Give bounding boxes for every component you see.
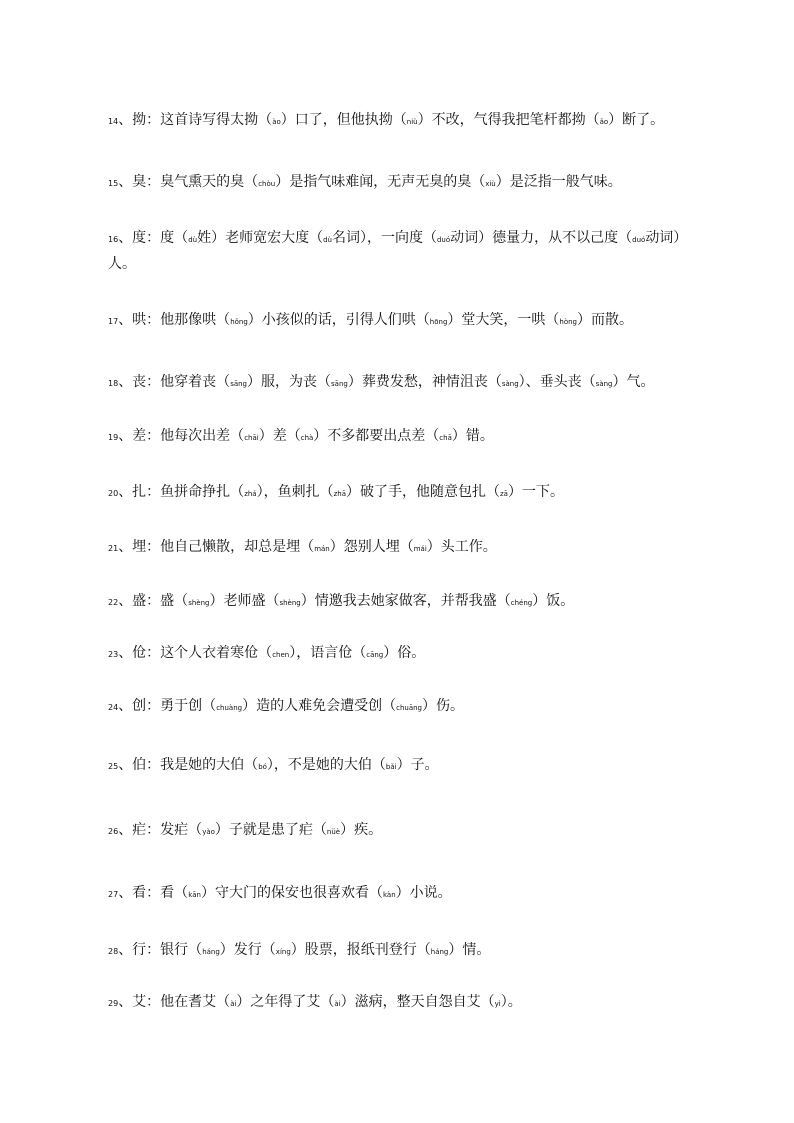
entry-number: 19	[108, 433, 119, 442]
entry-24: 24、创：勇于创（chuàng）造的人难免会遭受创（chuāng）伤。	[108, 698, 464, 714]
entry-number: 26	[108, 827, 119, 836]
pinyin: dù	[323, 236, 332, 244]
pinyin: zā	[500, 490, 508, 498]
pinyin: ài	[334, 1000, 341, 1008]
entry-19: 19、差：他每次出差（chāi）差（chà）不多都要出点差（chā）错。	[108, 428, 494, 444]
pinyin: shèng	[279, 599, 301, 607]
pinyin: mái	[413, 545, 427, 553]
pinyin: yào	[202, 828, 215, 836]
entry-number: 18	[108, 379, 119, 388]
pinyin: bó	[258, 763, 267, 771]
entry-18: 18、丧：他穿着丧（sāng）服，为丧（sāng）葬费发愁，神情沮丧（sàng）、垂头丧（sàng）气。	[108, 374, 655, 390]
pinyin: zhá	[244, 490, 257, 498]
entry-number: 25	[108, 762, 119, 771]
entry-23: 23、伧：这个人衣着寒伧（chen），语言伧（cāng）俗。	[108, 645, 426, 661]
pinyin: zhā	[333, 490, 346, 498]
entry-number: 23	[108, 650, 119, 659]
pinyin: xiù	[485, 180, 496, 188]
entry-26: 26、疟：发疟（yào）子就是患了疟（nüè）疾。	[108, 822, 383, 838]
pinyin: chà	[300, 434, 314, 442]
pinyin: háng	[430, 948, 449, 956]
entry-number: 15	[108, 179, 119, 188]
entry-number: 29	[108, 999, 119, 1008]
entry-number: 17	[108, 317, 119, 326]
pinyin: chen	[272, 651, 290, 659]
entry-number: 24	[108, 703, 119, 712]
entry-number: 16	[108, 235, 119, 244]
pinyin: chòu	[258, 180, 276, 188]
pinyin: yì	[494, 1000, 501, 1008]
pinyin: duó	[436, 236, 451, 244]
pinyin: sāng	[331, 380, 348, 388]
entry-25: 25、伯：我是她的大伯（bó），不是她的大伯（bǎi）子。	[108, 757, 439, 773]
entry-17: 17、哄：他那像哄（hǒng）小孩似的话，引得人们哄（hōng）堂大笑，一哄（hòng）而散。	[108, 312, 634, 328]
entry-number: 21	[108, 544, 119, 553]
pinyin: nüè	[326, 828, 341, 836]
entry-21: 21、埋：他自己懒散，却总是埋（mán）怨别人埋（mái）头工作。	[108, 539, 497, 555]
pinyin: chāi	[244, 434, 259, 442]
pinyin: chéng	[510, 599, 533, 607]
pinyin: xíng	[275, 948, 291, 956]
entry-number: 20	[108, 489, 119, 498]
entry-14: 14、拗：这首诗写得太拗（ào）口了，但他执拗（niù）不改，气得我把笔杆都拗（ǎo）断了。	[108, 112, 665, 128]
pinyin: sàng	[595, 380, 613, 388]
pinyin: kàn	[382, 891, 396, 899]
pinyin: duó	[632, 236, 646, 244]
pinyin: sàng	[501, 380, 519, 388]
entry-number: 28	[108, 947, 119, 956]
pinyin: mán	[314, 545, 330, 553]
entry-number: 27	[108, 890, 119, 899]
pinyin: cāng	[366, 651, 384, 659]
entry-15: 15、臭：臭气熏天的臭（chòu）是指气味难闻，无声无臭的臭（xiù）是泛指一般气味。	[108, 174, 622, 190]
pinyin: ài	[230, 1000, 237, 1008]
pinyin: ǎo	[599, 118, 609, 126]
pinyin: hōng	[429, 318, 448, 326]
entry-27: 27、看：看（kān）守大门的保安也很喜欢看（kàn）小说。	[108, 885, 452, 901]
pinyin: chuàng	[216, 704, 243, 712]
entry-28: 28、行：银行（háng）发行（xíng）股票，报纸刊登行（háng）情。	[108, 942, 491, 958]
pinyin: háng	[202, 948, 220, 956]
entry-number: 22	[108, 598, 119, 607]
pinyin: bǎi	[385, 763, 397, 771]
entry-16: 16、度：度（dù姓）老师宽宏大度（dù名词），一向度（duó动词）德量力，从不以己度（duó动词）人。	[108, 230, 688, 272]
pinyin: hǒng	[230, 318, 248, 326]
pinyin: niù	[406, 118, 418, 126]
pinyin: shèng	[188, 599, 210, 607]
pinyin: kān	[188, 891, 201, 899]
entry-22: 22、盛：盛（shèng）老师盛（shèng）情邀我去她家做客，并帮我盛（chéng）饭。	[108, 593, 575, 609]
pinyin: ào	[272, 118, 281, 126]
pinyin: dù	[188, 236, 198, 244]
entry-29: 29、艾：他在耆艾（ài）之年得了艾（ài）滋病，整天自怨自艾（yì）。	[108, 994, 522, 1010]
pinyin: chā	[439, 434, 452, 442]
entry-number: 14	[108, 117, 119, 126]
entry-20: 20、扎：鱼拼命挣扎（zhá），鱼刺扎（zhā）破了手，他随意包扎（zā）一下。	[108, 484, 564, 500]
pinyin: hòng	[559, 318, 578, 326]
pinyin: sāng	[230, 380, 248, 388]
pinyin: chuāng	[396, 704, 422, 712]
